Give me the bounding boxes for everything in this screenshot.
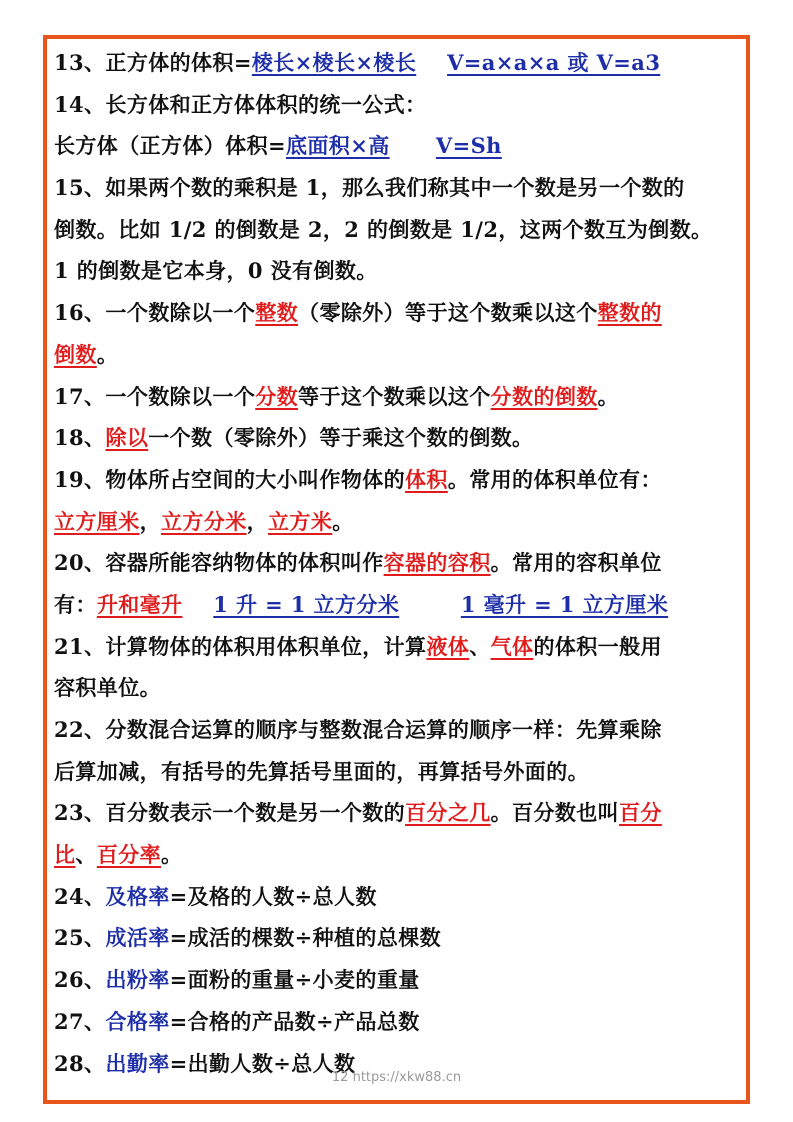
blue-formula: 出勤率 (105, 1050, 170, 1076)
text-segment: 22、分数混合运算的顺序与整数混合运算的顺序一样：先算乘除 (54, 717, 662, 742)
text-segment: 26、 (54, 967, 106, 993)
text-line (54, 917, 744, 959)
text-segment (399, 584, 461, 626)
text-segment: 。 (597, 383, 620, 409)
text-segment (182, 584, 213, 626)
text-segment: ， (246, 508, 269, 534)
text-line (54, 751, 744, 793)
text-segment: 等于这个数乘以这个 (298, 383, 491, 409)
red-keyword: 立方米 (268, 508, 333, 534)
red-keyword: 分数的倒数 (490, 383, 598, 409)
text-line (54, 250, 744, 292)
red-keyword: 分数 (255, 383, 299, 409)
text-segment: =面粉的重量÷小麦的重量 (169, 967, 420, 993)
text-segment: 24、 (54, 883, 106, 909)
text-line (54, 84, 744, 126)
text-line (54, 417, 744, 459)
text-line (54, 42, 744, 84)
text-segment: 。常用的体积单位有： (447, 466, 662, 492)
red-keyword: 整数的 (597, 300, 662, 326)
text-line (54, 334, 744, 376)
blue-formula: 1 毫升 = 1 立方厘米 (460, 591, 669, 617)
text-line (54, 959, 744, 1001)
red-keyword: 立方厘米 (54, 508, 140, 534)
text-segment: 、 (75, 842, 97, 868)
text-line (54, 459, 744, 501)
text-segment: 倒数。比如 1/2 的倒数是 2，2 的倒数是 1/2，这两个数互为倒数。 (54, 216, 713, 242)
red-keyword: 除以 (105, 425, 149, 451)
text-segment: 。 (161, 842, 183, 868)
text-line (54, 501, 744, 543)
text-segment: =及格的人数÷总人数 (169, 883, 377, 909)
text-segment (416, 42, 447, 84)
red-keyword: 百分 (619, 800, 662, 826)
text-segment: 21、计算物体的体积用体积单位，计算 (54, 633, 427, 659)
text-segment: 28、 (54, 1050, 106, 1076)
blue-formula: 出粉率 (105, 967, 170, 993)
text-line (54, 542, 744, 584)
text-line (54, 709, 744, 751)
text-segment (390, 125, 436, 167)
text-segment: 27、 (54, 1008, 106, 1034)
blue-formula: V=Sh (435, 133, 502, 159)
text-segment: ， (139, 508, 162, 534)
red-keyword: 容器的容积 (383, 550, 491, 576)
blue-formula: 1 升 = 1 立方分米 (213, 591, 400, 617)
text-segment: 长方体（正方体）体积= (54, 133, 286, 159)
text-segment: 20、容器所能容纳物体的体积叫作 (54, 550, 384, 576)
blue-formula: 棱长×棱长×棱长 (251, 50, 417, 75)
red-keyword: 升和毫升 (96, 591, 183, 617)
text-segment: 、 (469, 633, 491, 659)
text-segment: 。百分数也叫 (490, 800, 620, 826)
red-keyword: 百分之几 (405, 800, 491, 826)
text-segment: 有： (54, 591, 97, 617)
text-segment: 一个数（零除外）等于乘这个数的倒数。 (148, 425, 534, 451)
text-line (54, 167, 744, 209)
red-keyword: 整数 (255, 300, 299, 326)
text-segment: （零除外）等于这个数乘以这个 (298, 300, 598, 326)
text-line (54, 667, 744, 709)
text-segment: 容积单位。 (54, 675, 161, 701)
document-body (54, 42, 744, 1084)
blue-formula: 合格率 (105, 1008, 170, 1034)
red-keyword: 气体 (490, 633, 534, 659)
blue-formula: 及格率 (105, 883, 170, 909)
text-segment: 。常用的容积单位 (490, 550, 662, 576)
text-line (54, 376, 744, 418)
red-keyword: 百分率 (96, 842, 162, 868)
text-line (54, 292, 744, 334)
text-segment: 后算加减，有括号的先算括号里面的，再算括号外面的。 (54, 758, 589, 784)
text-segment: 1 的倒数是它本身，0 没有倒数。 (54, 258, 378, 284)
text-segment: =出勤人数÷总人数 (169, 1050, 356, 1076)
text-line (54, 125, 744, 167)
text-segment: 18、 (54, 425, 106, 451)
text-segment: 23、百分数表示一个数是另一个数的 (54, 800, 406, 826)
red-keyword: 立方分米 (161, 508, 247, 534)
red-keyword: 比 (54, 842, 76, 868)
page-footer: 12 https://xkw88.cn (331, 1070, 462, 1085)
text-segment: 15、如果两个数的乘积是 1，那么我们称其中一个数是另一个数的 (54, 175, 685, 201)
red-keyword: 液体 (426, 633, 470, 659)
text-segment: 25、 (54, 925, 106, 951)
text-segment: 。 (332, 508, 354, 534)
text-segment: 13、正方体的体积= (54, 50, 252, 75)
text-line (54, 834, 744, 876)
text-segment: 16、一个数除以一个 (54, 300, 256, 326)
text-line (54, 876, 744, 918)
text-line (54, 584, 744, 626)
text-line (54, 626, 744, 668)
text-segment: 17、一个数除以一个 (54, 383, 256, 409)
red-keyword: 倒数 (54, 341, 97, 367)
text-segment: 的体积一般用 (533, 633, 662, 659)
blue-formula: V=a×a×a 或 V=a3 (447, 50, 661, 75)
blue-formula: 成活率 (105, 925, 170, 951)
text-line (54, 792, 744, 834)
text-line (54, 209, 744, 251)
text-segment: 19、物体所占空间的大小叫作物体的 (54, 466, 406, 492)
blue-formula: 底面积×高 (286, 133, 390, 159)
text-segment: 14、长方体和正方体体积的统一公式： (54, 91, 427, 117)
red-keyword: 体积 (405, 466, 448, 492)
text-segment: =成活的棵数÷种植的总棵数 (169, 925, 442, 951)
text-line (54, 1001, 744, 1043)
text-segment: 。 (96, 341, 119, 367)
text-segment: =合格的产品数÷产品总数 (169, 1008, 420, 1034)
